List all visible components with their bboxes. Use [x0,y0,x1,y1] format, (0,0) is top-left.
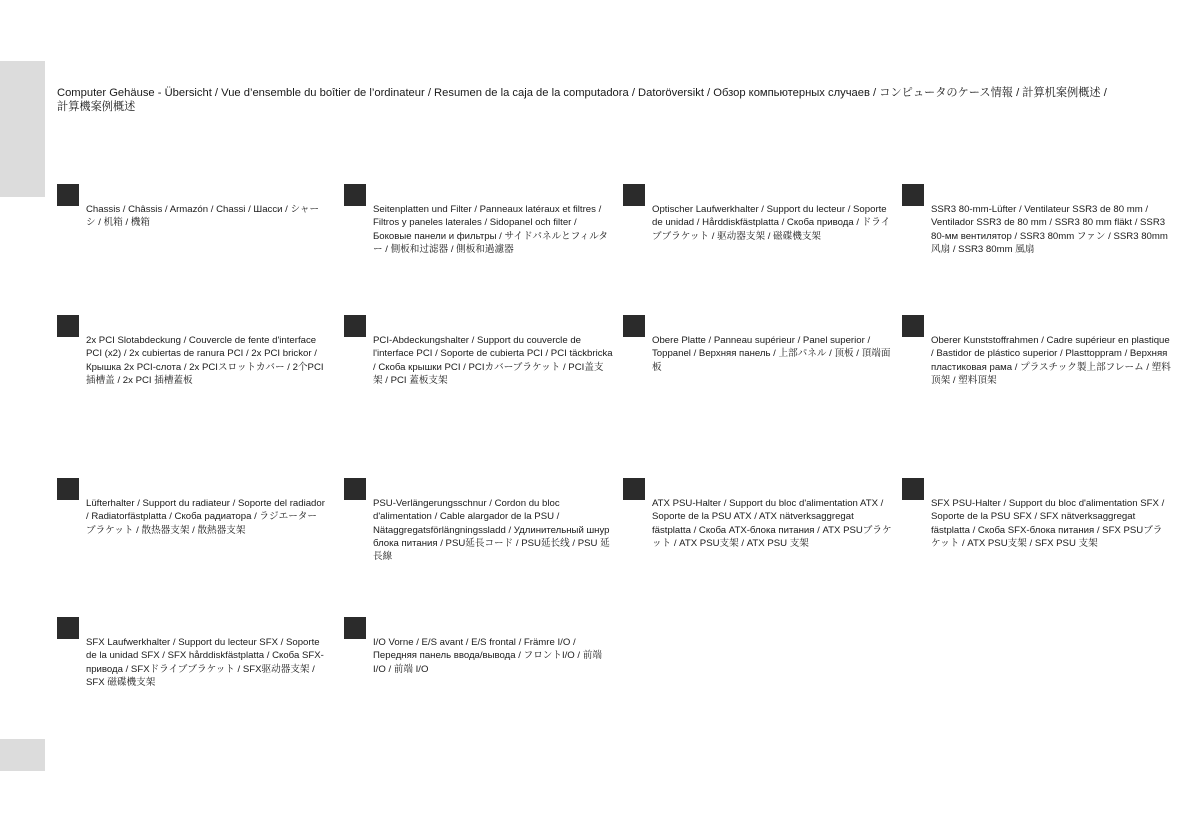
item-text: I/O Vorne / E/S avant / E/S frontal / Främre I/O / Передняя панель ввода/вывода / フロントI/O / 前端I/O / 前端 I/O [373,637,602,675]
item-text: Chassis / Châssis / Armazón / Chassi / Шасси / シャーシ / 机箱 / 機箱 [86,204,320,229]
item-text: SFX PSU-Halter / Support du bloc d'alimentation SFX / Soporte de la PSU SFX / SFX nätverksaggregat fästplatta / Скоба SFX-блока питания / SFX PSUブラケット / ATX PSU支架 / SFX PSU 支架 [931,498,1165,549]
item-text: SFX Laufwerkhalter / Support du lecteur SFX / Soporte de la unidad SFX / SFX hårddiskfästplatta / Скоба SFX-привода / SFXドライブブラケット / SFX驱动器支架 / SFX 磁碟機支架 [86,637,324,688]
item-marker [57,184,79,206]
item-text: Seitenplatten und Filter / Panneaux latéraux et filtres / Filtros y paneles laterales / Sidopanel och filter / Боковые панели и фильтры / サイドパネルとフィルター / 側板和过滤器 / 側板和過濾器 [373,204,608,255]
item-text: Obere Platte / Panneau supérieur / Panel superior / Toppanel / Верхняя панель / 上部パネル / 顶板 / 頂端面板 [652,335,891,373]
item-text: Oberer Kunststoffrahmen / Cadre supérieur en plastique / Bastidor de plástico superior / Plasttoppram / Верхняя пластиковая рама / プラスチック製上部フレーム / 塑料顶架 / 塑料頂架 [931,335,1171,386]
item-text: Optischer Laufwerkhalter / Support du lecteur / Soporte de unidad / Hårddiskfästplatta / Скоба привода / ドライブブラケット / 驱动器支架 / 磁碟機支架 [652,204,891,242]
item-marker [57,617,79,639]
item-marker [623,315,645,337]
item-marker [902,315,924,337]
item-text: PCI-Abdeckungshalter / Support du couvercle de l'interface PCI / Soporte de cubierta PCI / PCI täckbricka / Скоба крышки PCI / PCIカバーブラケット / PCI盖支架 / PCI 蓋板支架 [373,335,613,386]
item-marker [623,184,645,206]
item-marker [344,315,366,337]
item-marker [344,184,366,206]
item-text: Lüfterhalter / Support du radiateur / Soporte del radiador / Radiatorfästplatta / Скоба радиатора / ラジエーターブラケット / 散热器支架 / 散熱器支架 [86,498,325,536]
page-title: Computer Gehäuse - Übersicht / Vue d’ensemble du boîtier de l’ordinateur / Resumen de la caja de la computadora / Datoröversikt / Обзор компьютерных случаев / コンピュータのケース情報 / 計算机案例概述 / 計算機案例概述 [57,87,1107,113]
item-marker [57,478,79,500]
item-marker [344,478,366,500]
item-marker [344,617,366,639]
item-text: ATX PSU-Halter / Support du bloc d'alimentation ATX / Soporte de la PSU ATX / ATX nätverksaggregat fästplatta / Скоба ATX-блока питания / ATX PSUブラケット / ATX PSU支架 / ATX PSU 支架 [652,498,892,549]
side-tab-bottom [0,739,45,771]
item-text: SSR3 80-mm-Lüfter / Ventilateur SSR3 de 80 mm / Ventilador SSR3 de 80 mm / SSR3 80 mm fläkt / SSR3 80-мм вентилятор / SSR3 80mm ファン / SSR3 80mm风扇 / SSR3 80mm 風扇 [931,204,1168,255]
item-marker [902,184,924,206]
side-tab-top [0,61,45,197]
item-marker [57,315,79,337]
item-marker [623,478,645,500]
item-text: 2x PCI Slotabdeckung / Couvercle de fente d'interface PCI (x2) / 2x cubiertas de ranura PCI / 2x PCI brickor / Крышка 2x PCI-слота / 2x PCIスロットカバー / 2个PCI插槽盖 / 2x PCI 插槽蓋板 [86,335,324,386]
item-marker [902,478,924,500]
item-text: PSU-Verlängerungsschnur / Cordon du bloc d'alimentation / Cable alargador de la PSU / Nätaggregatsförlängningssladd / Удлинительный шнур блока питания / PSU延長コード / PSU延长线 / PSU 延長線 [373,498,610,563]
